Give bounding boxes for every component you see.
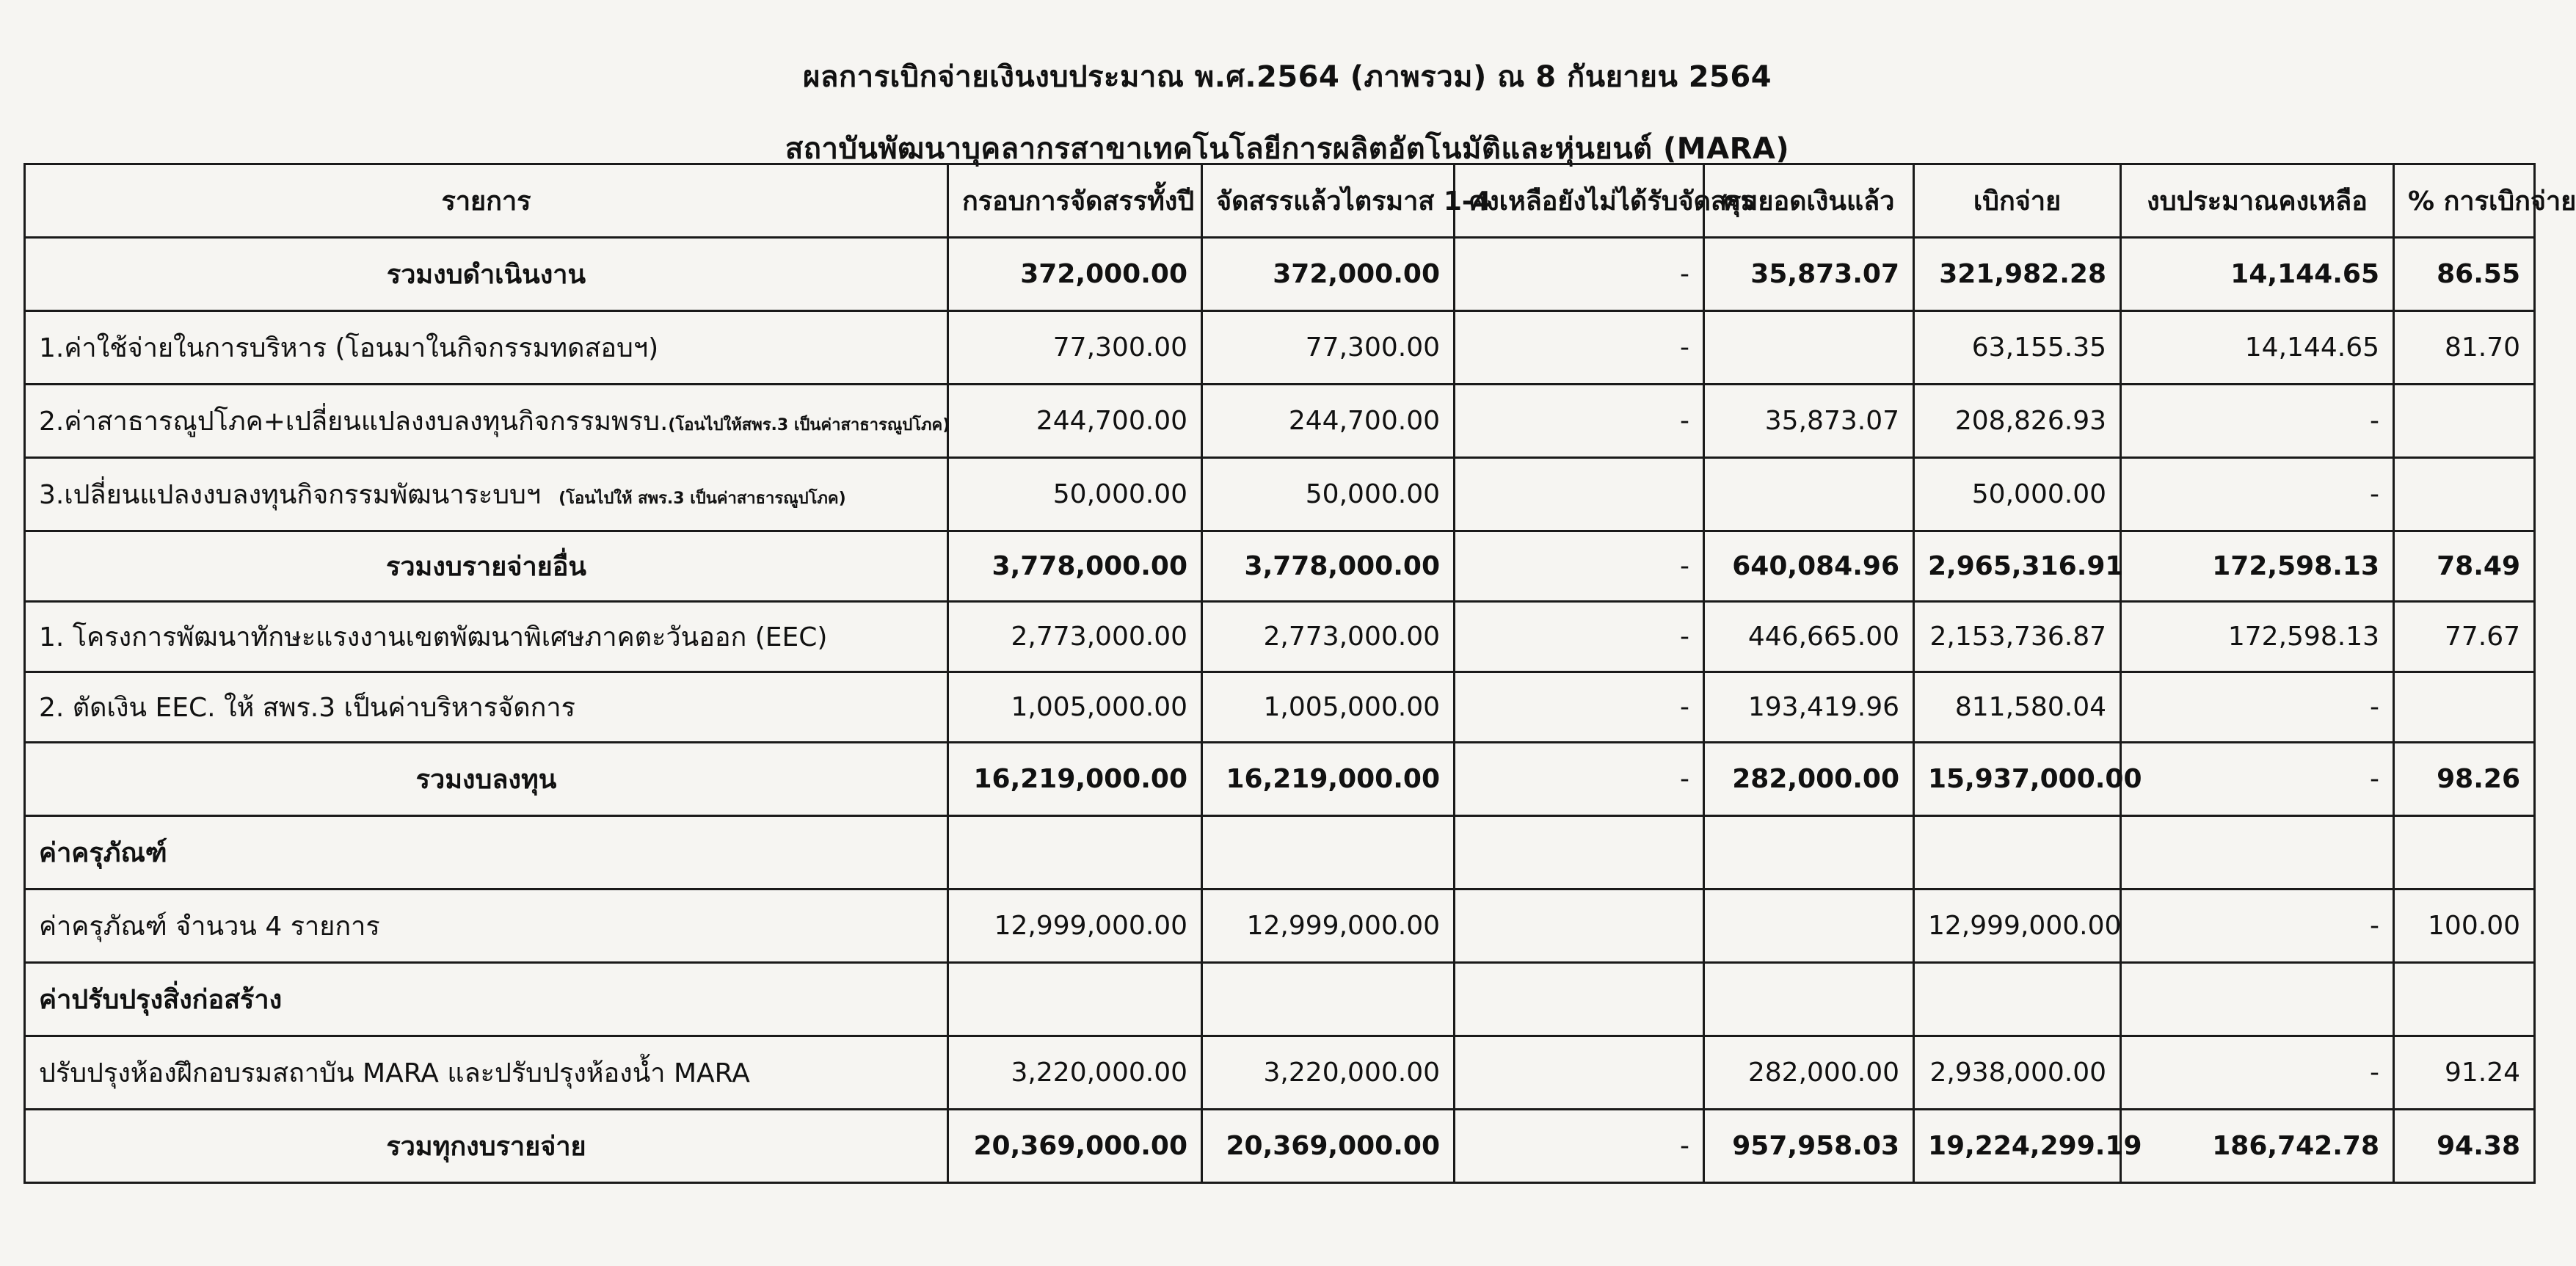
report-title: ผลการเบิกจ่ายเงินงบประมาณ พ.ศ.2564 (ภาพรวม) ณ 8 กันยายน 2564 [802, 60, 1772, 94]
cell-allocated: 20,369,000.00 [1202, 1110, 1455, 1183]
row-label-text: 2. ตัดเงิน EEC. ให้ สพร.3 เป็นค่าบริหารจัดการ [39, 693, 575, 723]
cell-percent [2394, 458, 2535, 531]
cell-percent: 77.67 [2394, 602, 2535, 672]
cell-annual [948, 963, 1202, 1036]
cell-allocated: 2,773,000.00 [1202, 602, 1455, 672]
cell-annual: 244,700.00 [948, 385, 1202, 458]
cell-committed [1704, 311, 1914, 385]
cell-committed [1704, 458, 1914, 531]
cell-disbursed: 15,937,000.00 [1914, 743, 2121, 816]
cell-percent [2394, 385, 2535, 458]
cell-disbursed: 19,224,299.19 [1914, 1110, 2121, 1183]
row-label-text: 2.ค่าสาธารณูปโภค+เปลี่ยนแปลงงบลงทุนกิจกรรมพรบ. [39, 407, 669, 437]
cell-disbursed: 63,155.35 [1914, 311, 2121, 385]
cell-disbursed: 811,580.04 [1914, 672, 2121, 743]
cell-remaining: 172,598.13 [2121, 531, 2394, 602]
report-subtitle: สถาบันพัฒนาบุคลากรสาขาเทคโนโลยีการผลิตอัตโนมัติและหุ่นยนต์ (MARA) [785, 132, 1790, 166]
cell-allocated: 1,005,000.00 [1202, 672, 1455, 743]
cell-remaining: - [2121, 458, 2394, 531]
cell-disbursed [1914, 963, 2121, 1036]
cell-unallocated [1455, 816, 1704, 890]
cell-annual: 50,000.00 [948, 458, 1202, 531]
row-label [25, 963, 948, 1036]
cell-annual: 372,000.00 [948, 238, 1202, 311]
cell-allocated: 77,300.00 [1202, 311, 1455, 385]
row-label-text: ค่าครุภัณฑ์ [39, 838, 167, 868]
col-header-disbursed: เบิกจ่าย [1914, 164, 2121, 238]
cell-allocated: 372,000.00 [1202, 238, 1455, 311]
cell-percent: 81.70 [2394, 311, 2535, 385]
cell-committed: 35,873.07 [1704, 385, 1914, 458]
cell-annual [948, 816, 1202, 890]
row-label [25, 385, 948, 458]
row-label-text: รวมงบรายจ่ายอื่น [386, 552, 586, 582]
cell-allocated [1202, 816, 1455, 890]
col-header-remaining: งบประมาณคงเหลือ [2121, 164, 2394, 238]
cell-committed: 35,873.07 [1704, 238, 1914, 311]
cell-annual: 1,005,000.00 [948, 672, 1202, 743]
table-row [25, 963, 2535, 1036]
row-label [25, 531, 948, 602]
cell-unallocated [1455, 963, 1704, 1036]
cell-committed [1704, 816, 1914, 890]
table-row [25, 311, 2535, 385]
cell-annual: 2,773,000.00 [948, 602, 1202, 672]
table-row [25, 816, 2535, 890]
row-label [25, 743, 948, 816]
cell-percent: 91.24 [2394, 1036, 2535, 1110]
cell-unallocated: - [1455, 743, 1704, 816]
cell-disbursed: 2,153,736.87 [1914, 602, 2121, 672]
row-label-text: รวมงบดำเนินงาน [386, 260, 586, 290]
cell-committed: 957,958.03 [1704, 1110, 1914, 1183]
row-label [25, 602, 948, 672]
cell-allocated: 3,778,000.00 [1202, 531, 1455, 602]
table-row [25, 531, 2535, 602]
row-label [25, 672, 948, 743]
row-label-text: รวมงบลงทุน [415, 765, 557, 795]
cell-allocated: 16,219,000.00 [1202, 743, 1455, 816]
cell-committed [1704, 890, 1914, 963]
row-label [25, 1110, 948, 1183]
cell-unallocated: - [1455, 311, 1704, 385]
cell-percent: 100.00 [2394, 890, 2535, 963]
row-label [25, 238, 948, 311]
cell-remaining: - [2121, 1036, 2394, 1110]
cell-remaining: 186,742.78 [2121, 1110, 2394, 1183]
row-note: (โอนไปให้สพร.3 เป็นค่าสาธารณูปโภค) [668, 416, 950, 434]
cell-remaining [2121, 963, 2394, 1036]
cell-unallocated: - [1455, 602, 1704, 672]
cell-annual: 12,999,000.00 [948, 890, 1202, 963]
row-label [25, 458, 948, 531]
cell-unallocated: - [1455, 672, 1704, 743]
cell-percent: 78.49 [2394, 531, 2535, 602]
cell-committed: 193,419.96 [1704, 672, 1914, 743]
cell-committed: 446,665.00 [1704, 602, 1914, 672]
row-note: (โอนไปให้ สพร.3 เป็นค่าสาธารณูปโภค) [559, 490, 846, 508]
cell-remaining: 172,598.13 [2121, 602, 2394, 672]
cell-unallocated [1455, 1036, 1704, 1110]
row-label-text: ค่าครุภัณฑ์ จำนวน 4 รายการ [39, 912, 380, 942]
cell-unallocated [1455, 458, 1704, 531]
cell-annual: 16,219,000.00 [948, 743, 1202, 816]
cell-committed: 640,084.96 [1704, 531, 1914, 602]
row-label-text: ปรับปรุงห้องฝึกอบรมสถาบัน MARA และปรับปรุงห้องน้ำ MARA [39, 1058, 750, 1088]
cell-percent: 86.55 [2394, 238, 2535, 311]
cell-remaining [2121, 816, 2394, 890]
cell-disbursed: 12,999,000.00 [1914, 890, 2121, 963]
cell-unallocated: - [1455, 385, 1704, 458]
table-row [25, 238, 2535, 311]
cell-percent: 94.38 [2394, 1110, 2535, 1183]
cell-remaining: 14,144.65 [2121, 311, 2394, 385]
cell-committed [1704, 963, 1914, 1036]
cell-disbursed: 2,938,000.00 [1914, 1036, 2121, 1110]
cell-disbursed: 321,982.28 [1914, 238, 2121, 311]
cell-remaining: - [2121, 385, 2394, 458]
cell-allocated: 12,999,000.00 [1202, 890, 1455, 963]
row-label [25, 1036, 948, 1110]
row-label-text: 1. โครงการพัฒนาทักษะแรงงานเขตพัฒนาพิเศษภาคตะวันออก (EEC) [39, 622, 828, 652]
col-header-item: รายการ [25, 164, 948, 238]
cell-allocated: 3,220,000.00 [1202, 1036, 1455, 1110]
col-header-percent: % การเบิกจ่าย [2394, 164, 2535, 238]
row-label-text: ค่าปรับปรุงสิ่งก่อสร้าง [39, 985, 283, 1015]
cell-unallocated [1455, 890, 1704, 963]
row-label-text: 3.เปลี่ยนแปลงงบลงทุนกิจกรรมพัฒนาระบบฯ [39, 480, 542, 510]
cell-allocated: 244,700.00 [1202, 385, 1455, 458]
cell-remaining: - [2121, 743, 2394, 816]
table-row [25, 458, 2535, 531]
cell-remaining: - [2121, 890, 2394, 963]
cell-allocated: 50,000.00 [1202, 458, 1455, 531]
row-label-text: 1.ค่าใช้จ่ายในการบริหาร (โอนมาในกิจกรรมทดสอบฯ) [39, 333, 659, 363]
col-header-committed: คุมยอดเงินแล้ว [1704, 164, 1914, 238]
cell-percent [2394, 672, 2535, 743]
cell-allocated [1202, 963, 1455, 1036]
cell-annual: 77,300.00 [948, 311, 1202, 385]
cell-disbursed [1914, 816, 2121, 890]
cell-committed: 282,000.00 [1704, 743, 1914, 816]
cell-annual: 20,369,000.00 [948, 1110, 1202, 1183]
cell-disbursed: 50,000.00 [1914, 458, 2121, 531]
cell-committed: 282,000.00 [1704, 1036, 1914, 1110]
cell-unallocated: - [1455, 1110, 1704, 1183]
cell-percent [2394, 963, 2535, 1036]
cell-unallocated: - [1455, 238, 1704, 311]
cell-percent [2394, 816, 2535, 890]
cell-remaining: 14,144.65 [2121, 238, 2394, 311]
cell-annual: 3,778,000.00 [948, 531, 1202, 602]
cell-annual: 3,220,000.00 [948, 1036, 1202, 1110]
row-label [25, 890, 948, 963]
table-row [25, 672, 2535, 743]
table-row [25, 602, 2535, 672]
cell-disbursed: 2,965,316.91 [1914, 531, 2121, 602]
cell-unallocated: - [1455, 531, 1704, 602]
row-label [25, 311, 948, 385]
row-label [25, 816, 948, 890]
col-header-allocated: จัดสรรแล้วไตรมาส 1-4 [1202, 164, 1455, 238]
cell-remaining: - [2121, 672, 2394, 743]
table-row [25, 1110, 2535, 1183]
table-row [25, 1036, 2535, 1110]
table-row [25, 385, 2535, 458]
col-header-unallocated: คงเหลือยังไม่ได้รับจัดสรร [1455, 164, 1704, 238]
row-label-text: รวมทุกงบรายจ่าย [386, 1132, 586, 1162]
table-header-row [25, 164, 2535, 238]
budget-table [23, 163, 2576, 1184]
table-row [25, 890, 2535, 963]
col-header-annual: กรอบการจัดสรรทั้งปี [948, 164, 1202, 238]
cell-disbursed: 208,826.93 [1914, 385, 2121, 458]
cell-percent: 98.26 [2394, 743, 2535, 816]
table-row [25, 743, 2535, 816]
